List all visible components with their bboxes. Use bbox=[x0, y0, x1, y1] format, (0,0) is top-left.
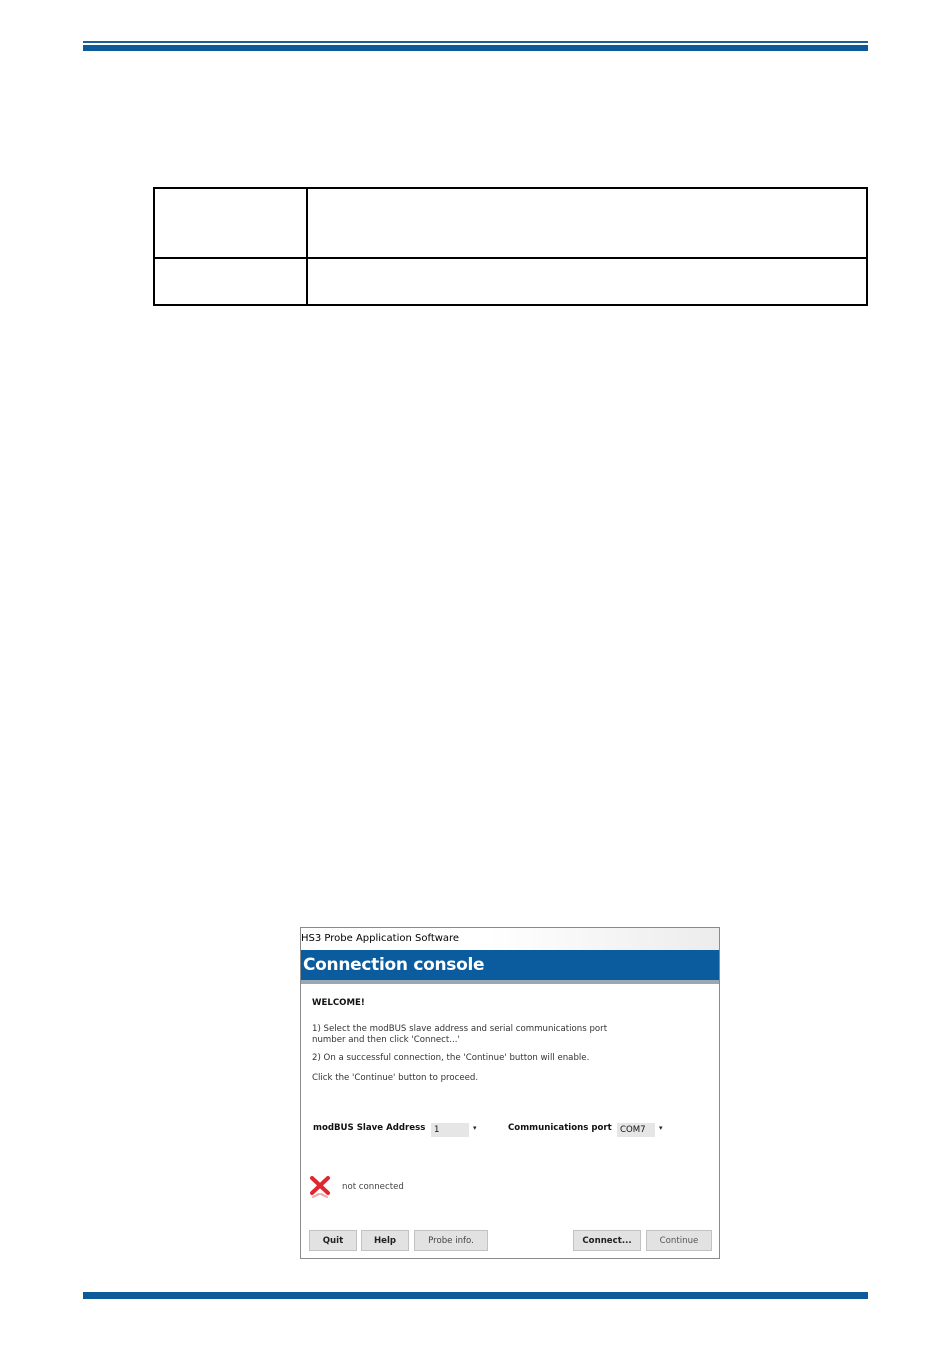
chevron-down-icon[interactable]: ▾ bbox=[473, 1124, 477, 1132]
connect-button[interactable]: Connect... bbox=[573, 1230, 641, 1251]
table-cell bbox=[307, 258, 867, 305]
slave-address-select[interactable]: 1 bbox=[431, 1123, 469, 1137]
quit-button[interactable]: Quit bbox=[309, 1230, 357, 1251]
table-row bbox=[154, 258, 867, 305]
instruction-proceed: Click the 'Continue' button to proceed. bbox=[312, 1073, 479, 1083]
empty-table bbox=[153, 187, 868, 306]
help-button[interactable]: Help bbox=[361, 1230, 409, 1251]
connection-console-banner: Connection console bbox=[301, 950, 719, 980]
table-cell bbox=[154, 258, 307, 305]
header-rule-thin bbox=[83, 41, 868, 43]
welcome-heading: WELCOME! bbox=[312, 998, 365, 1008]
comm-port-label: Communications port bbox=[508, 1123, 612, 1133]
window-title: HS3 Probe Application Software bbox=[301, 928, 719, 950]
footer-rule bbox=[83, 1292, 868, 1299]
comm-port-select[interactable]: COM7 bbox=[617, 1123, 655, 1137]
table-cell bbox=[307, 188, 867, 258]
instruction-step-1: 1) Select the modBUS slave address and serial communications port number and then click 'Connect...' bbox=[312, 1024, 608, 1045]
connection-status: not connected bbox=[342, 1182, 404, 1192]
disconnected-x-icon bbox=[309, 1174, 331, 1200]
chevron-down-icon[interactable]: ▾ bbox=[659, 1124, 663, 1132]
table-row bbox=[154, 188, 867, 258]
slave-address-label: modBUS Slave Address bbox=[313, 1123, 426, 1133]
app-window-screenshot bbox=[300, 927, 720, 1259]
probe-info-button[interactable]: Probe info. bbox=[414, 1230, 488, 1251]
table-cell bbox=[154, 188, 307, 258]
banner-divider bbox=[301, 980, 719, 984]
header-rule-thick bbox=[83, 45, 868, 51]
instruction-step-2: 2) On a successful connection, the 'Continue' button will enable. bbox=[312, 1053, 590, 1063]
continue-button[interactable]: Continue bbox=[646, 1230, 712, 1251]
